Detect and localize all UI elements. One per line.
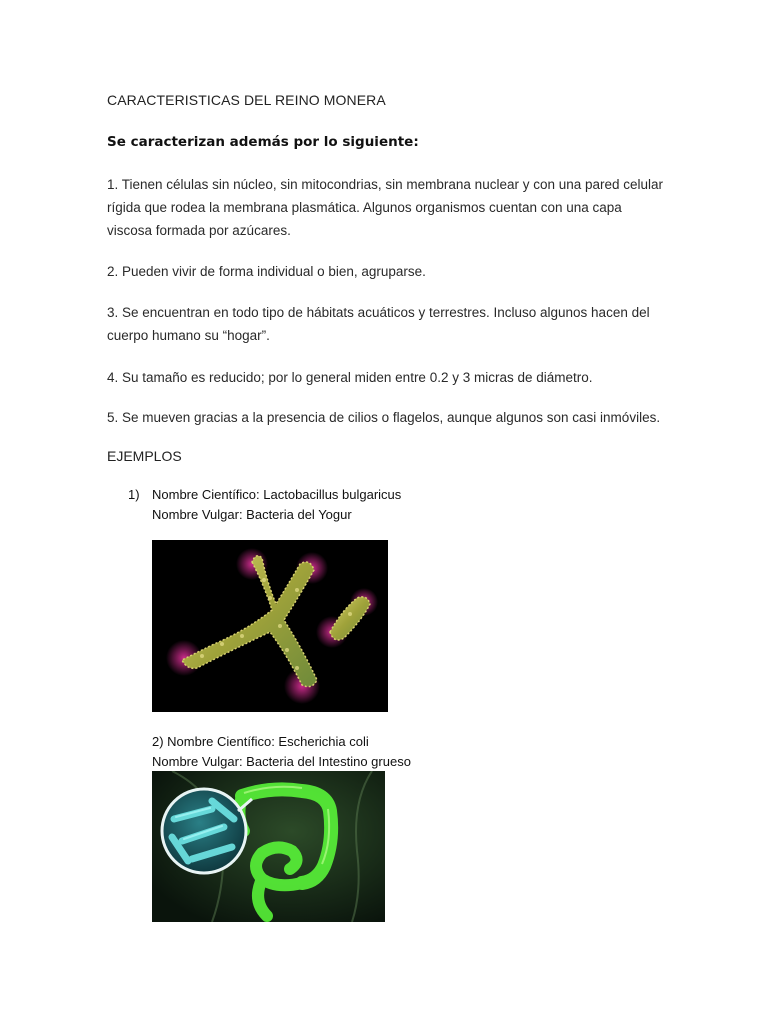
paragraph-1: 1. Tienen células sin núcleo, sin mitocondrias, sin membrana nuclear y con una pared celular rígida que rodea la membrana plasmática. Algunos organismos cuentan con una capa viscosa formada por azúcares. — [107, 177, 664, 238]
example-2-scientific-name: 2) Nombre Científico: Escherichia coli — [152, 734, 369, 749]
document-subtitle: Se caracterizan además por lo siguiente: — [107, 134, 419, 150]
intestine-bacteria-image — [152, 771, 385, 922]
paragraph-5: 5. Se mueven gracias a la presencia de cilios o flagelos, aunque algunos son casi inmóviles. — [107, 410, 661, 425]
examples-heading: EJEMPLOS — [107, 448, 182, 464]
document-title: CARACTERISTICAS DEL REINO MONERA — [107, 92, 386, 108]
example-1-scientific-name: Nombre Científico: Lactobacillus bulgaricus — [152, 487, 402, 502]
paragraph-4: 4. Su tamaño es reducido; por lo general miden entre 0.2 y 3 micras de diámetro. — [107, 370, 593, 385]
paragraph-3: 3. Se encuentran en todo tipo de hábitats acuáticos y terrestres. Incluso algunos hacen del cuerpo humano su “hogar”. — [107, 305, 650, 343]
example-1-common-name: Nombre Vulgar: Bacteria del Yogur — [152, 507, 352, 522]
paragraph-2: 2. Pueden vivir de forma individual o bien, agruparse. — [107, 264, 426, 279]
example-1-number: 1) — [128, 487, 140, 502]
bacteria-micrograph-image — [152, 540, 388, 712]
example-2-common-name: Nombre Vulgar: Bacteria del Intestino grueso — [152, 754, 411, 769]
